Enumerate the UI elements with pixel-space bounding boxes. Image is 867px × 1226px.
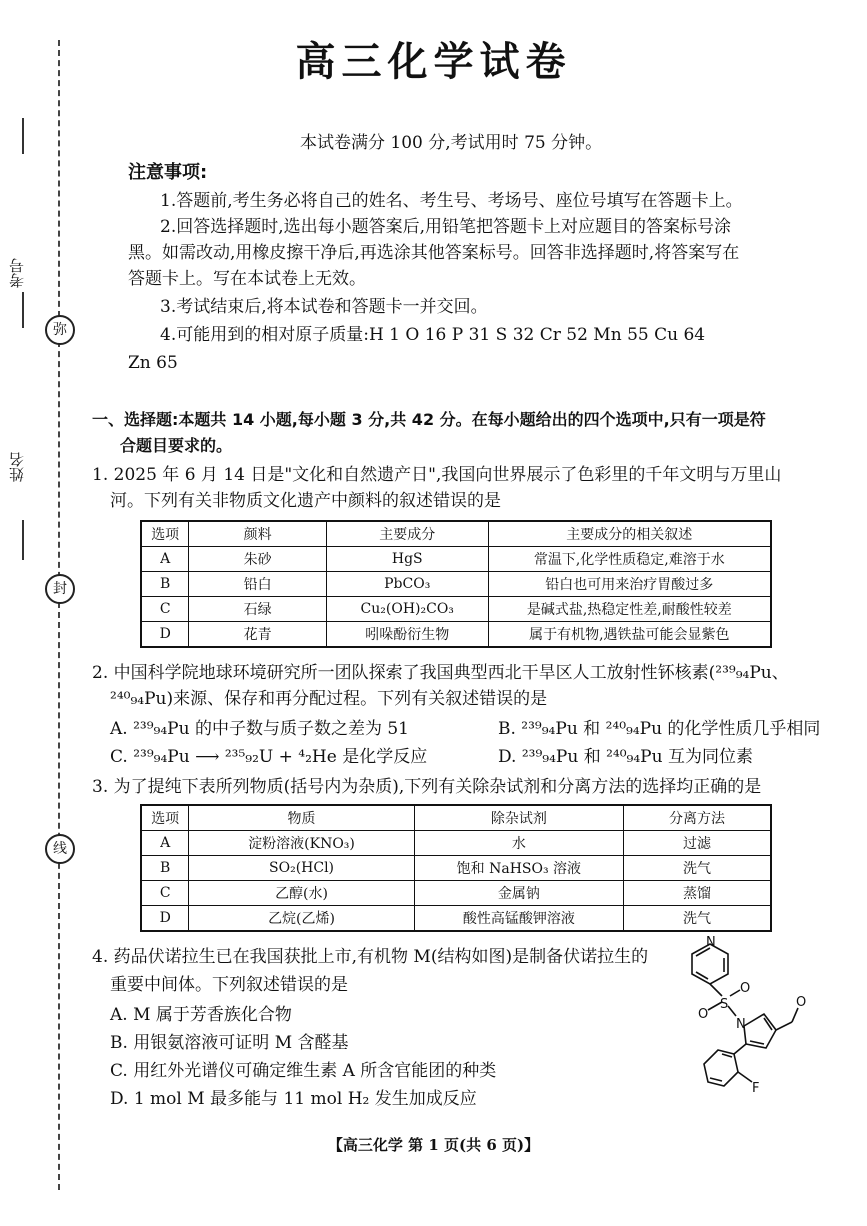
section-heading: 一、选择题:本题共 14 小题,每小题 3 分,共 42 分。在每小题给出的四个选项中,只有一项是符: [92, 410, 766, 429]
table-cell: B: [141, 856, 189, 881]
page-footer: 【高三化学 第 1 页(共 6 页)】: [327, 1136, 540, 1154]
margin-label-exam-number: 考号: [8, 258, 26, 288]
table-cell: 乙醇(水): [189, 881, 414, 906]
atom-label: N: [736, 1017, 746, 1032]
atom-label: O: [796, 995, 807, 1010]
table-cell: 蒸馏: [624, 881, 771, 906]
margin-rule: [22, 118, 24, 154]
question-1-stem: 1. 2025 年 6 月 14 日是"文化和自然遗产日",我国向世界展示了色彩里的千年文明与万里山: [92, 465, 782, 485]
question-2-stem-cont: ²⁴⁰₉₄Pu)来源、保存和再分配过程。下列有关叙述错误的是: [110, 689, 548, 709]
table-row: [141, 856, 771, 881]
table-cell: Cu₂(OH)₂CO₃: [326, 597, 488, 622]
table-row: [141, 622, 771, 648]
notice-item: 1.答题前,考生务必将自己的姓名、考生号、考场号、座位号填写在答题卡上。: [160, 191, 743, 211]
table-cell: C: [141, 597, 189, 622]
notice-item: 2.回答选择题时,选出每小题答案后,用铅笔把答题卡上对应题目的答案标号涂: [160, 217, 732, 237]
table-header: 选项: [141, 521, 189, 547]
atom-label: F: [752, 1081, 760, 1096]
margin-rule: [22, 520, 24, 560]
question-4-option-b: B. 用银氨溶液可证明 M 含醛基: [110, 1033, 349, 1053]
table-cell: 饱和 NaHSO₃ 溶液: [414, 856, 623, 881]
table-row: [141, 881, 771, 906]
margin-rule: [22, 292, 24, 328]
margin-label-name: 姓名: [8, 452, 26, 482]
table-cell: 金属钠: [414, 881, 623, 906]
table-cell: SO₂(HCl): [189, 856, 414, 881]
question-4-option-d: D. 1 mol M 最多能与 11 mol H₂ 发生加成反应: [110, 1089, 477, 1109]
notice-item: 答题卡上。写在本试卷上无效。: [128, 269, 366, 289]
table-cell: 酸性高锰酸钾溶液: [414, 906, 623, 932]
table-cell: A: [141, 831, 189, 856]
seal-mark-xian: 线: [45, 834, 75, 864]
table-cell: 吲哚酚衍生物: [326, 622, 488, 648]
table-cell: 是碱式盐,热稳定性差,耐酸性较差: [488, 597, 771, 622]
table-header-row: [141, 521, 771, 547]
atom-label: O: [740, 981, 751, 996]
table-header: 除杂试剂: [414, 805, 623, 831]
seal-mark-mi: 弥: [45, 315, 75, 345]
molecule-m-structure: [672, 936, 812, 1116]
table-cell: 洗气: [624, 856, 771, 881]
table-cell: B: [141, 572, 189, 597]
notice-item: 4.可能用到的相对原子质量:H 1 O 16 P 31 S 32 Cr 52 Mn 55 Cu 64: [160, 325, 706, 345]
table-cell: C: [141, 881, 189, 906]
question-2-option-d: D. ²³⁹₉₄Pu 和 ²⁴⁰₉₄Pu 互为同位素: [498, 747, 753, 767]
question-1-table: [140, 520, 772, 648]
notice-item: Zn 65: [128, 353, 178, 373]
table-header: 主要成分: [326, 521, 488, 547]
table-cell: 洗气: [624, 906, 771, 932]
table-cell: 铅白也可用来治疗胃酸过多: [488, 572, 771, 597]
table-cell: HgS: [326, 547, 488, 572]
table-cell: 淀粉溶液(KNO₃): [189, 831, 414, 856]
table-row: [141, 906, 771, 932]
table-cell: D: [141, 622, 189, 648]
binding-dash-line: [58, 40, 60, 1190]
question-1-stem-cont: 河。下列有关非物质文化遗产中颜料的叙述错误的是: [110, 491, 501, 511]
table-cell: 过滤: [624, 831, 771, 856]
exam-intro: 本试卷满分 100 分,考试用时 75 分钟。: [300, 133, 603, 153]
table-cell: PbCO₃: [326, 572, 488, 597]
table-header: 颜料: [189, 521, 326, 547]
notice-heading: 注意事项:: [128, 162, 208, 183]
question-2-option-b: B. ²³⁹₉₄Pu 和 ²⁴⁰₉₄Pu 的化学性质几乎相同: [498, 719, 821, 739]
table-cell: A: [141, 547, 189, 572]
seal-mark-feng: 封: [45, 574, 75, 604]
table-row: [141, 831, 771, 856]
section-heading-cont: 合题目要求的。: [120, 436, 233, 455]
atom-label: N: [706, 936, 716, 950]
pyridine-ring: [692, 944, 728, 984]
question-3-stem: 3. 为了提纯下表所列物质(括号内为杂质),下列有关除杂试剂和分离方法的选择均正确的是: [92, 777, 762, 797]
question-3-table: [140, 804, 772, 932]
atom-label: S: [720, 997, 729, 1012]
question-2-stem: 2. 中国科学院地球环境研究所一团队探索了我国典型西北干旱区人工放射性钚核素(²³⁹₉₄Pu、: [92, 663, 789, 683]
table-row: [141, 572, 771, 597]
page-title: 高三化学试卷: [295, 39, 572, 85]
table-cell: 乙烷(乙烯): [189, 906, 414, 932]
question-4-option-a: A. M 属于芳香族化合物: [110, 1005, 292, 1025]
table-header: 主要成分的相关叙述: [488, 521, 771, 547]
table-cell: 水: [414, 831, 623, 856]
question-2-option-a: A. ²³⁹₉₄Pu 的中子数与质子数之差为 51: [110, 719, 409, 739]
table-cell: 朱砂: [189, 547, 326, 572]
table-row: [141, 597, 771, 622]
question-4-stem: 4. 药品伏诺拉生已在我国获批上市,有机物 M(结构如图)是制备伏诺拉生的: [92, 947, 649, 967]
table-cell: 属于有机物,遇铁盐可能会显紫色: [488, 622, 771, 648]
table-header: 分离方法: [624, 805, 771, 831]
question-2-option-c: C. ²³⁹₉₄Pu ⟶ ²³⁵₉₂U + ⁴₂He 是化学反应: [110, 747, 428, 767]
notice-item: 黑。如需改动,用橡皮擦干净后,再选涂其他答案标号。回答非选择题时,将答案写在: [128, 243, 740, 263]
question-4-option-c: C. 用红外光谱仪可确定维生素 A 所含官能团的种类: [110, 1061, 497, 1081]
table-cell: 常温下,化学性质稳定,难溶于水: [488, 547, 771, 572]
table-cell: 铅白: [189, 572, 326, 597]
table-cell: 石绿: [189, 597, 326, 622]
table-header: 物质: [189, 805, 414, 831]
notice-item: 3.考试结束后,将本试卷和答题卡一并交回。: [160, 297, 488, 317]
table-cell: D: [141, 906, 189, 932]
table-header: 选项: [141, 805, 189, 831]
table-cell: 花青: [189, 622, 326, 648]
atom-label: O: [698, 1007, 709, 1022]
question-4-stem-cont: 重要中间体。下列叙述错误的是: [110, 975, 348, 995]
table-row: [141, 547, 771, 572]
table-header-row: [141, 805, 771, 831]
